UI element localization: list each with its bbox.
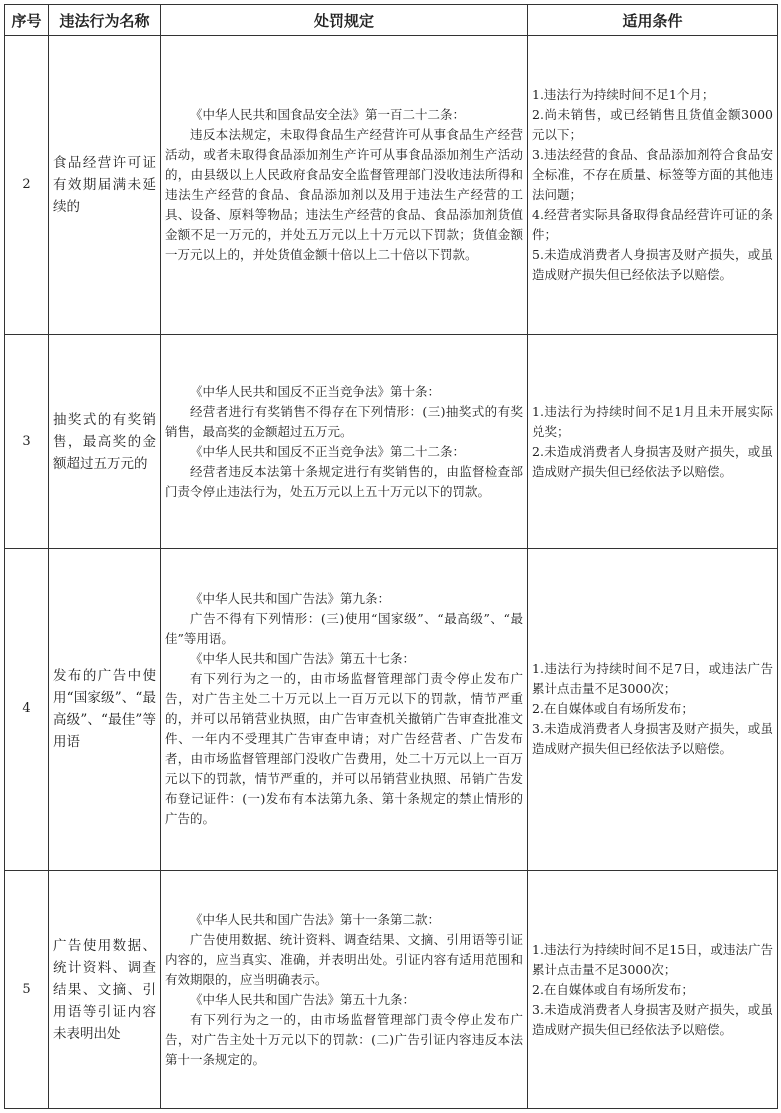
header-applicable-conditions: 适用条件 (528, 5, 778, 36)
header-seq: 序号 (5, 5, 49, 36)
condition-item: 1.违法行为持续时间不足1个月； (532, 87, 715, 103)
law-text: 有下列行为之一的，由市场监督管理部门责令停止发布广告，对广告主处二十万元以上一百万元以下的罚款，情节严重的，并可以吊销营业执照，由广告审查机关撤销广告审查批准文件、一年内不受理其广告审查申请；对广告经营者、广告发布者，由市场监督管理部门没收广告费用，处二十万元以上一百万元以下的罚款，情节严重的，并可以吊销营业执照、吊销广告发布登记证件：(一)发布有本法第九条、第十条规定的禁止情形的广告的。 (165, 671, 523, 827)
law-text: 有下列行为之一的，由市场监督管理部门责令停止发布广告，对广告主处十万元以下的罚款：(二)广告引证内容违反本法第十一条规定的。 (165, 1011, 523, 1067)
condition-item: 3.未造成消费者人身损害及财产损失，或虽造成财产损失但已经依法予以赔偿。 (532, 721, 773, 757)
law-citation: 《中华人民共和国反不正当竞争法》第二十二条： (190, 443, 466, 459)
law-citation: 《中华人民共和国广告法》第五十七条： (190, 651, 416, 667)
law-citation: 《中华人民共和国广告法》第十一条第二款： (190, 911, 441, 927)
table-row (5, 36, 778, 335)
law-citation: 《中华人民共和国广告法》第五十九条： (190, 991, 416, 1007)
condition-item: 3.违法经营的食品、食品添加剂符合食品安全标准，不存在质量、标签等方面的其他违法问题； (532, 147, 773, 203)
condition-item: 1.违法行为持续时间不足15日，或违法广告累计点击量不足3000次； (532, 941, 773, 977)
applicable-conditions (528, 548, 778, 870)
condition-item: 1.违法行为持续时间不足1月且未开展实际兑奖； (532, 403, 773, 439)
row-number: 3 (5, 335, 49, 549)
condition-item: 3.未造成消费者人身损害及财产损失，或虽造成财产损失但已经依法予以赔偿。 (532, 1001, 773, 1037)
table-row (5, 335, 778, 549)
law-citation: 《中华人民共和国反不正当竞争法》第十条： (190, 383, 441, 399)
law-text: 经营者违反本法第十条规定进行有奖销售的，由监督检查部门责令停止违法行为，处五万元以上五十万元以下的罚款。 (165, 463, 523, 499)
condition-item: 4.经营者实际具备取得食品经营许可证的条件； (532, 207, 773, 243)
law-text: 广告使用数据、统计资料、调查结果、文摘、引用语等引证内容的，应当真实、准确，并表明出处。引证内容有适用范围和有效期限的，应当明确表示。 (165, 931, 523, 987)
violation-name: 发布的广告中使用“国家级”、“最高级”、“最佳”等用语 (49, 548, 161, 870)
header-violation-name: 违法行为名称 (49, 5, 161, 36)
row-number: 2 (5, 36, 49, 335)
header-penalty-rule: 处罚规定 (161, 5, 528, 36)
penalty-table (4, 4, 778, 1109)
penalty-rule (161, 871, 528, 1109)
law-citation: 《中华人民共和国广告法》第九条： (190, 591, 391, 607)
violation-name: 抽奖式的有奖销售，最高奖的金额超过五万元的 (49, 335, 161, 549)
condition-item: 2.在自媒体或自有场所发布； (532, 981, 694, 997)
law-text: 广告不得有下列情形：(三)使用“国家级”、“最高级”、“最佳”等用语。 (165, 611, 523, 647)
violation-name: 食品经营许可证有效期届满未延续的 (49, 36, 161, 335)
law-text: 违反本法规定，未取得食品生产经营许可从事食品生产经营活动，或者未取得食品添加剂生产许可从事食品添加剂生产活动的，由县级以上人民政府食品安全监督管理部门没收违法所得和违法生产经营的食品、食品添加剂以及用于违法生产经营的工具、设备、原料等物品；违法生产经营的食品、食品添加剂货值金额不足一万元的，并处五万元以上十万元以下罚款；货值金额一万元以上的，并处货值金额十倍以上二十倍以下罚款。 (165, 127, 523, 263)
row-number: 5 (5, 871, 49, 1109)
law-text: 经营者进行有奖销售不得存在下列情形：(三)抽奖式的有奖销售，最高奖的金额超过五万元。 (165, 403, 523, 439)
header-row (5, 5, 778, 36)
condition-item: 2.在自媒体或自有场所发布； (532, 701, 694, 717)
applicable-conditions (528, 335, 778, 549)
applicable-conditions (528, 36, 778, 335)
condition-item: 1.违法行为持续时间不足7日，或违法广告累计点击量不足3000次； (532, 661, 773, 697)
table-row (5, 548, 778, 870)
law-citation: 《中华人民共和国食品安全法》第一百二十二条： (190, 107, 466, 123)
applicable-conditions (528, 871, 778, 1109)
penalty-rule (161, 36, 528, 335)
penalty-rule (161, 335, 528, 549)
penalty-rule (161, 548, 528, 870)
violation-name: 广告使用数据、统计资料、调查结果、文摘、引用语等引证内容未表明出处 (49, 871, 161, 1109)
condition-item: 5.未造成消费者人身损害及财产损失，或虽造成财产损失但已经依法予以赔偿。 (532, 247, 773, 283)
condition-item: 2.未造成消费者人身损害及财产损失，或虽造成财产损失但已经依法予以赔偿。 (532, 443, 773, 479)
condition-item: 2.尚未销售，或已经销售且货值金额3000元以下； (532, 107, 773, 143)
table-row (5, 871, 778, 1109)
row-number: 4 (5, 548, 49, 870)
